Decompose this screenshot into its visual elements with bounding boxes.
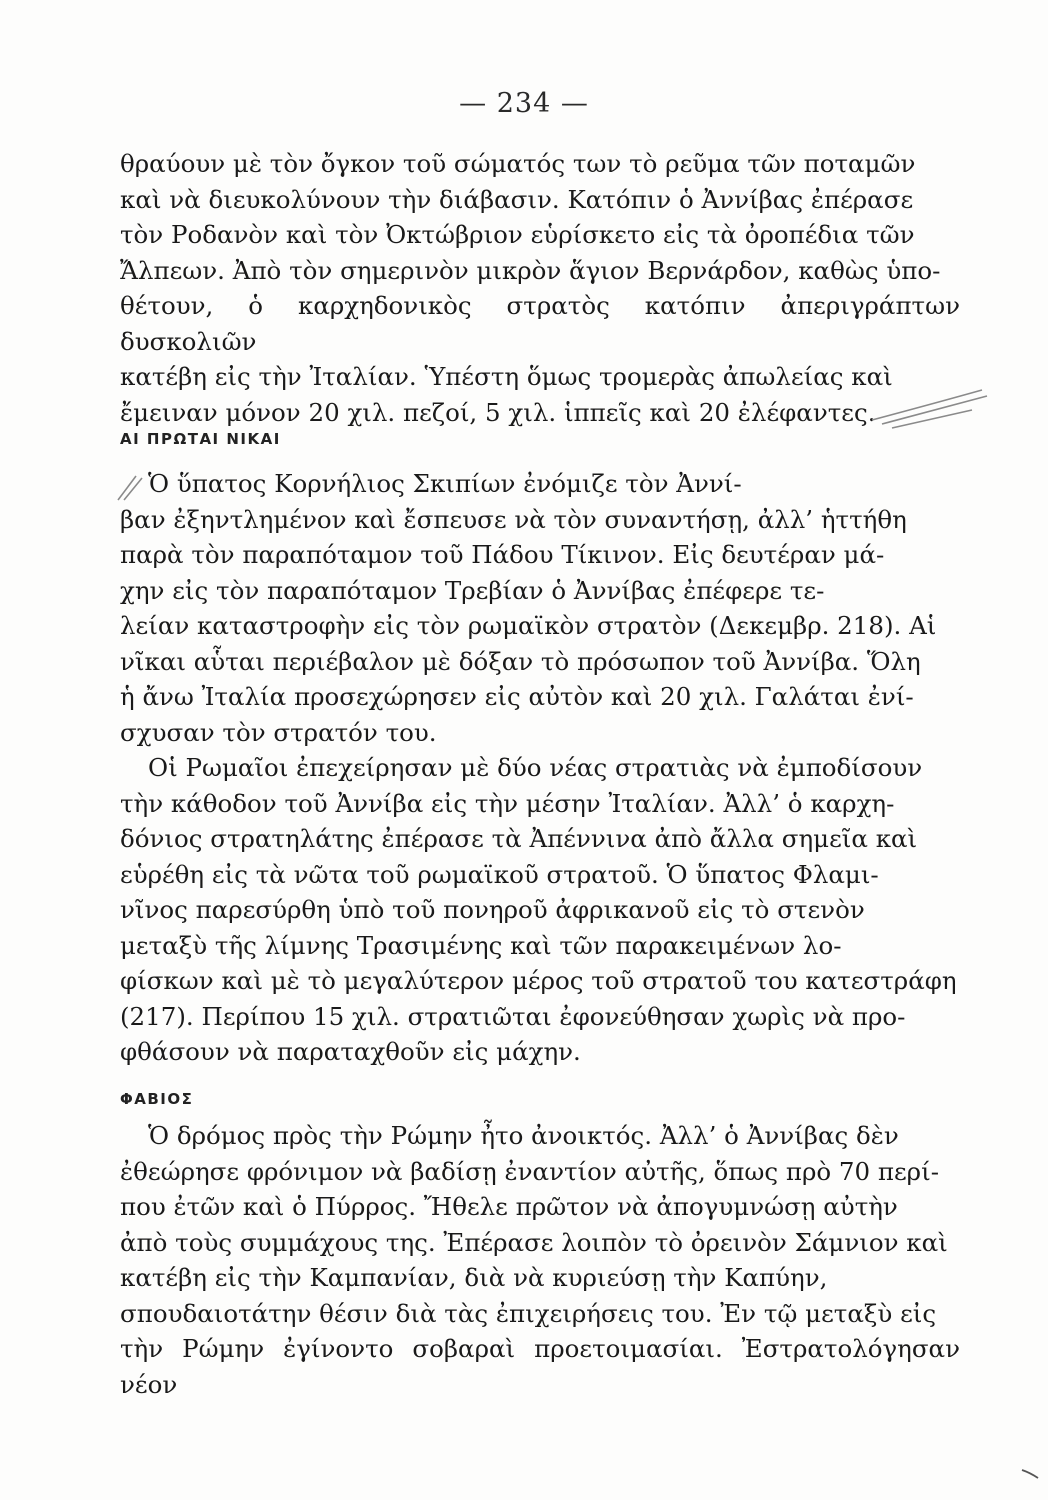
text-line: (217). Περίπου 15 χιλ. στρατιῶται ἐφονεύθησαν χωρὶς νὰ προ- (120, 1001, 906, 1031)
text-line: λείαν καταστροφὴν εἰς τὸν ρωμαϊκὸν στρατὸν (Δεκεμβρ. 218). Αἱ (120, 611, 937, 640)
text-line: Οἱ Ρωμαῖοι ἐπεχείρησαν μὲ δύο νέας στρατιὰς νὰ ἐμποδίσουν (148, 753, 923, 782)
fabius-text (120, 1118, 960, 1402)
text-line: παρὰ τὸν παραπόταμον τοῦ Πάδου Τίκινον. Εἰς δευτέραν μά- (120, 540, 885, 569)
text-line: μεταξὺ τῆς λίμνης Τρασιμένης καὶ τῶν παρακειμένων λο- (120, 930, 842, 960)
text-line: καὶ νὰ διευκολύνουν τὴν διάβασιν. Κατόπιν ὁ Ἀννίβας ἐπέρασε (120, 184, 914, 214)
first-victories-text (120, 466, 960, 1070)
text-line: κατέβη εἰς τὴν Ἰταλίαν. Ὑπέστη ὅμως τρομερὰς ἀπωλείας καὶ (120, 362, 893, 391)
text-line: ἐθεώρησε φρόνιμον νὰ βαδίσῃ ἐναντίον αὐτῆς, ὅπως πρὸ 70 περί- (120, 1156, 939, 1186)
text-line: θραύουν μὲ τὸν ὄγκον τοῦ σώματός των τὸ ρεῦμα τῶν ποταμῶν (120, 149, 916, 178)
text-line: εὑρέθη εἰς τὰ νῶτα τοῦ ρωμαϊκοῦ στρατοῦ. Ὁ ὕπατος Φλαμι- (120, 859, 879, 889)
text-line: φίσκων καὶ μὲ τὸ μεγαλύτερον μέρος τοῦ στρατοῦ του κατεστράφη (120, 966, 957, 995)
text-line: τὸν Ροδανὸν καὶ τὸν Ὀκτώβριον εὑρίσκετο εἰς τὰ ὀροπέδια τῶν (120, 220, 915, 249)
text-line: Ὁ δρόμος πρὸς τὴν Ρώμην ἦτο ἀνοικτός. Ἀλλ’ ὁ Ἀννίβας δὲν (148, 1121, 899, 1150)
text-line: τὴν κάθοδον τοῦ Ἀννίβα εἰς τὴν μέσην Ἰταλίαν. Ἀλλ’ ὁ καρχη- (120, 788, 895, 818)
text-line: φθάσουν νὰ παραταχθοῦν εἰς μάχην. (120, 1037, 581, 1066)
text-line: νῖνος παρεσύρθη ὑπὸ τοῦ πονηροῦ ἀφρικανοῦ εἰς τὸ στενὸν (120, 895, 865, 924)
page-number: — 234 — (459, 88, 589, 119)
text-line: Ἄλπεων. Ἀπὸ τὸν σημερινὸν μικρὸν ἅγιον Βερνάρδον, καθὼς ὑπο- (120, 255, 941, 285)
text-line: δόνιος στρατηλάτης ἐπέρασε τὰ Ἀπέννινα ἀπὸ ἄλλα σημεῖα καὶ (120, 824, 918, 853)
pencil-tick-mark (1020, 1466, 1040, 1480)
pencil-scribble-mark (862, 382, 992, 432)
text-line: ἀπὸ τοὺς συμμάχους της. Ἐπέρασε λοιπὸν τὸ ὀρεινὸν Σάμνιον καὶ (120, 1227, 948, 1257)
text-line: κατέβη εἰς τὴν Καμπανίαν, διὰ νὰ κυριεύσῃ τὴν Καπύην, (120, 1263, 828, 1292)
section-heading-fabius: ΦΑΒΙΟΣ (120, 1090, 194, 1108)
text-line: τὴν Ρώμην ἐγίνοντο σοβαραὶ προετοιμασίαι. Ἐστρατολόγησαν νέον (120, 1334, 960, 1399)
text-line: θέτουν, ὁ καρχηδονικὸς στρατὸς κατόπιν ἀπεριγράπτων δυσκολιῶν (120, 291, 960, 356)
text-line: που ἐτῶν καὶ ὁ Πύρρος. Ἤθελε πρῶτον νὰ ἀπογυμνώσῃ αὐτὴν (120, 1192, 898, 1221)
text-line: ἔμειναν μόνον 20 χιλ. πεζοί, 5 χιλ. ἱππεῖς καὶ 20 ἐλέφαντες. (120, 397, 876, 427)
text-line: σπουδαιοτάτην θέσιν διὰ τὰς ἐπιχειρήσεις του. Ἐν τῷ μεταξὺ εἰς (120, 1298, 937, 1328)
intro-paragraph (120, 146, 960, 430)
text-line: Ὁ ὕπατος Κορνήλιος Σκιπίων ἐνόμιζε τὸν Ἀννί- (148, 469, 742, 498)
section-heading-first-victories: ΑΙ ΠΡΩΤΑΙ ΝΙΚΑΙ (120, 430, 281, 448)
text-line: χην εἰς τὸν παραπόταμον Τρεβίαν ὁ Ἀννίβας ἐπέφερε τε- (120, 575, 825, 605)
text-line: ἡ ἄνω Ἰταλία προσεχώρησεν εἰς αὐτὸν καὶ 20 χιλ. Γαλάται ἐνί- (120, 682, 914, 711)
text-line: νῖκαι αὗται περιέβαλον μὲ δόξαν τὸ πρόσωπον τοῦ Ἀννίβα. Ὅλη (120, 646, 921, 676)
text-line: βαν ἐξηντλημένον καὶ ἔσπευσε νὰ τὸν συναντήσῃ, ἀλλ’ ἡττήθη (120, 504, 907, 534)
text-line: σχυσαν τὸν στρατόν του. (120, 717, 437, 747)
